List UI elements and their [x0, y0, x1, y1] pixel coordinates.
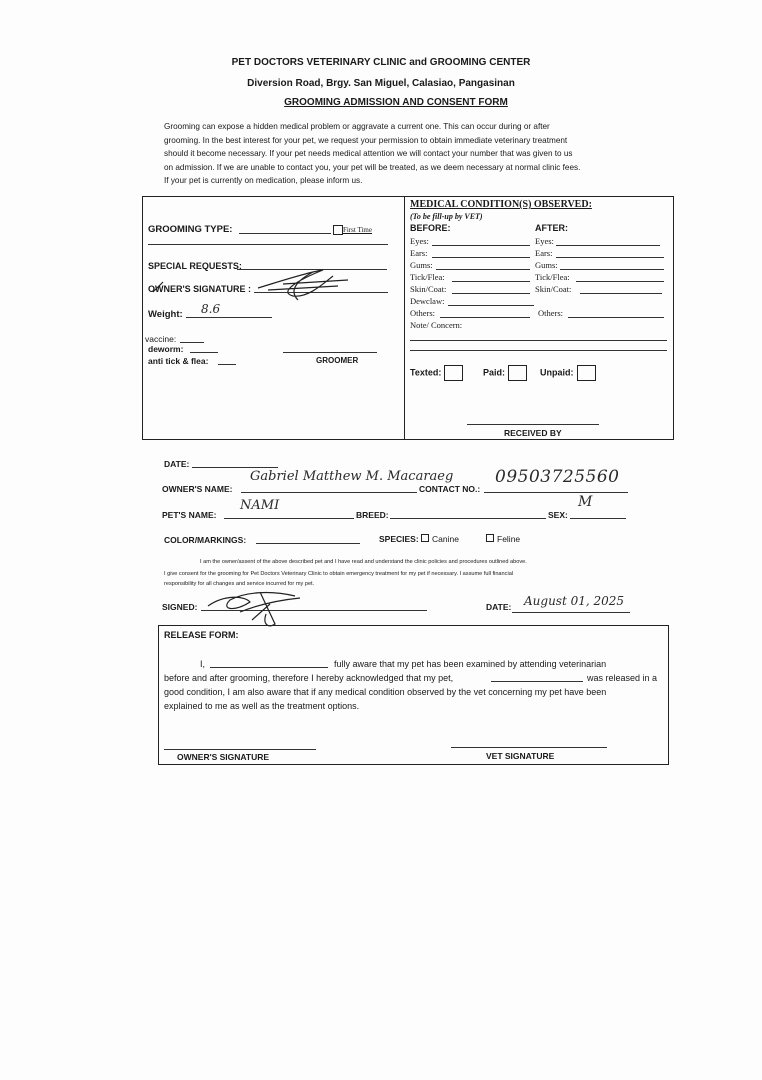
- after-item: Ears:: [535, 248, 553, 258]
- received-by-label: RECEIVED BY: [504, 428, 562, 438]
- owner-signature-scribble: [148, 262, 358, 304]
- after-field[interactable]: [560, 269, 664, 270]
- first-time-label: First Time: [343, 226, 372, 234]
- before-label: BEFORE:: [410, 223, 451, 233]
- before-item: Skin/Coat:: [410, 284, 447, 294]
- before-item: Ears:: [410, 248, 428, 258]
- date-field[interactable]: [192, 467, 278, 468]
- intro-line: on admission. If we are unable to contact you, your pet will be treated, as we deem necessary at normal clinic fees.: [164, 162, 581, 172]
- release-line-4: explained to me as well as the treatment options.: [164, 701, 360, 711]
- before-field[interactable]: [452, 293, 530, 294]
- release-vet-signature-label: VET SIGNATURE: [486, 751, 555, 761]
- before-item: Tick/Flea:: [410, 272, 445, 282]
- date2-label: DATE:: [486, 602, 512, 612]
- vaccine-label: vaccine:: [145, 334, 177, 344]
- unpaid-checkbox[interactable]: [577, 365, 596, 381]
- consent-line-3: responsibility for all changes and service incurred for my pet.: [164, 581, 315, 587]
- before-field[interactable]: [440, 317, 530, 318]
- clinic-address: Diversion Road, Brgy. San Miguel, Calasiao, Pangasinan: [247, 78, 515, 89]
- column-divider: [404, 196, 405, 440]
- form-title: GROOMING ADMISSION AND CONSENT FORM: [284, 97, 508, 108]
- before-item: Dewclaw:: [410, 296, 445, 306]
- canine-checkbox[interactable]: [421, 534, 429, 542]
- after-item: Tick/Flea:: [535, 272, 570, 282]
- weight-label: Weight:: [148, 309, 183, 320]
- release-line-1: I, fully aware that my pet has been examined by attending veterinarian: [200, 659, 607, 669]
- antitick-label: anti tick & flea:: [148, 356, 209, 366]
- medical-title: MEDICAL CONDITION(S) OBSERVED:: [410, 199, 592, 210]
- release-owner-signature-label: OWNER'S SIGNATURE: [177, 752, 270, 762]
- groomer-field[interactable]: [283, 352, 377, 353]
- note-line[interactable]: [410, 350, 667, 351]
- antitick-field[interactable]: [218, 364, 236, 365]
- owners-name-label: OWNER'S NAME:: [162, 484, 233, 494]
- sex-value: M: [578, 494, 593, 510]
- owner-signature-scribble-2: [200, 584, 310, 630]
- release-line-3: good condition, I am also aware that if any medical condition observed by the vet concerning my pet have been: [164, 687, 607, 697]
- grooming-type-label: GROOMING TYPE:: [148, 224, 233, 235]
- species-label: SPECIES:: [379, 534, 419, 544]
- canine-option[interactable]: Canine: [421, 534, 459, 544]
- after-field[interactable]: [576, 281, 664, 282]
- note-line[interactable]: [410, 340, 667, 341]
- texted-label: Texted:: [410, 365, 463, 381]
- received-by-field[interactable]: [467, 424, 599, 425]
- pets-name-label: PET'S NAME:: [162, 510, 217, 520]
- weight-value: 8.6: [201, 302, 221, 316]
- feline-checkbox[interactable]: [486, 534, 494, 542]
- release-owner-signature-field[interactable]: [164, 749, 316, 750]
- note-concern-label: Note/ Concern:: [410, 320, 463, 330]
- release-line-2: before and after grooming, therefore I hereby acknowledged that my pet, was released in a: [164, 673, 658, 683]
- after-item: Gums:: [535, 260, 558, 270]
- weight-field[interactable]: [186, 317, 272, 318]
- color-markings-label: COLOR/MARKINGS:: [164, 535, 247, 545]
- date2-field[interactable]: [512, 612, 630, 613]
- before-field[interactable]: [448, 305, 534, 306]
- owner-signature-label: OWNER'S SIGNATURE :: [148, 284, 251, 294]
- date-label: DATE:: [164, 459, 190, 469]
- intro-line: grooming. In the best interest for your pet, we request your permission to obtain immediate veterinary treatment: [164, 135, 568, 145]
- before-item: Gums:: [410, 260, 433, 270]
- signed-label: SIGNED:: [162, 602, 198, 612]
- deworm-field[interactable]: [190, 352, 218, 353]
- after-others-field[interactable]: [568, 317, 664, 318]
- paid-checkbox[interactable]: [508, 365, 527, 381]
- paid-label: Paid:: [483, 365, 527, 381]
- after-item: Eyes:: [535, 236, 554, 246]
- after-field[interactable]: [556, 257, 664, 258]
- release-vet-signature-field[interactable]: [451, 747, 607, 748]
- date2-value: August 01, 2025: [524, 594, 625, 608]
- clinic-name: PET DOCTORS VETERINARY CLINIC and GROOMING CENTER: [231, 57, 531, 68]
- owners-name-value: Gabriel Matthew M. Macaraeg: [250, 469, 454, 484]
- after-others-label: Others:: [538, 308, 564, 318]
- texted-checkbox[interactable]: [444, 365, 463, 381]
- sex-label: SEX:: [548, 510, 568, 520]
- intro-paragraph: [164, 120, 634, 188]
- breed-label: BREED:: [356, 510, 389, 520]
- release-title: RELEASE FORM:: [164, 630, 239, 640]
- special-requests-label: SPECIAL REQUESTS:: [148, 261, 242, 271]
- color-markings-field[interactable]: [256, 543, 360, 544]
- before-field[interactable]: [436, 269, 530, 270]
- before-item: Others:: [410, 308, 436, 318]
- feline-option[interactable]: Feline: [486, 534, 520, 544]
- vaccine-field[interactable]: [180, 342, 204, 343]
- breed-field[interactable]: [390, 518, 546, 519]
- unpaid-label: Unpaid:: [540, 365, 596, 381]
- after-field[interactable]: [580, 293, 662, 294]
- intro-line: Grooming can expose a hidden medical problem or aggravate a current one. This can occur during or after: [164, 122, 550, 131]
- groomer-label: GROOMER: [316, 356, 359, 365]
- after-label: AFTER:: [535, 223, 568, 233]
- contact-label: CONTACT NO.:: [419, 484, 481, 494]
- before-field[interactable]: [432, 257, 530, 258]
- release-text: [164, 657, 664, 713]
- deworm-label: deworm:: [148, 344, 184, 354]
- owner-name-blank[interactable]: [210, 667, 328, 668]
- pet-name-blank[interactable]: [491, 681, 583, 682]
- first-time-checkbox[interactable]: [333, 225, 343, 235]
- medical-subtitle: (To be fill-up by VET): [410, 212, 483, 221]
- before-field[interactable]: [452, 281, 530, 282]
- grooming-type-field[interactable]: [239, 233, 331, 234]
- after-item: Skin/Coat:: [535, 284, 572, 294]
- intro-line: should it become necessary. If your pet needs medical attention we will contact your number that was given to us: [164, 149, 573, 158]
- consent-line-1: I am the owner/assent of the above described pet and I have read and understand the clinic policies and procedures outlined above.: [200, 559, 527, 565]
- sex-field[interactable]: [570, 518, 626, 519]
- pets-name-field[interactable]: [224, 518, 354, 519]
- contact-field[interactable]: [484, 492, 628, 493]
- consent-line-2: I give consent for the grooming for Pet Doctors Veterinary Clinic to obtain emergency treatment for my pet if necessary. I assume full financial: [164, 571, 514, 577]
- intro-line: If your pet is currently on medication, please inform us.: [164, 176, 363, 185]
- before-item: Eyes:: [410, 236, 429, 246]
- grooming-type-field-2[interactable]: [148, 244, 388, 245]
- before-field[interactable]: [432, 245, 530, 246]
- pets-name-value: NAMI: [240, 498, 280, 513]
- contact-value: 09503725560: [495, 467, 620, 487]
- owners-name-field[interactable]: [241, 492, 417, 493]
- after-field[interactable]: [556, 245, 660, 246]
